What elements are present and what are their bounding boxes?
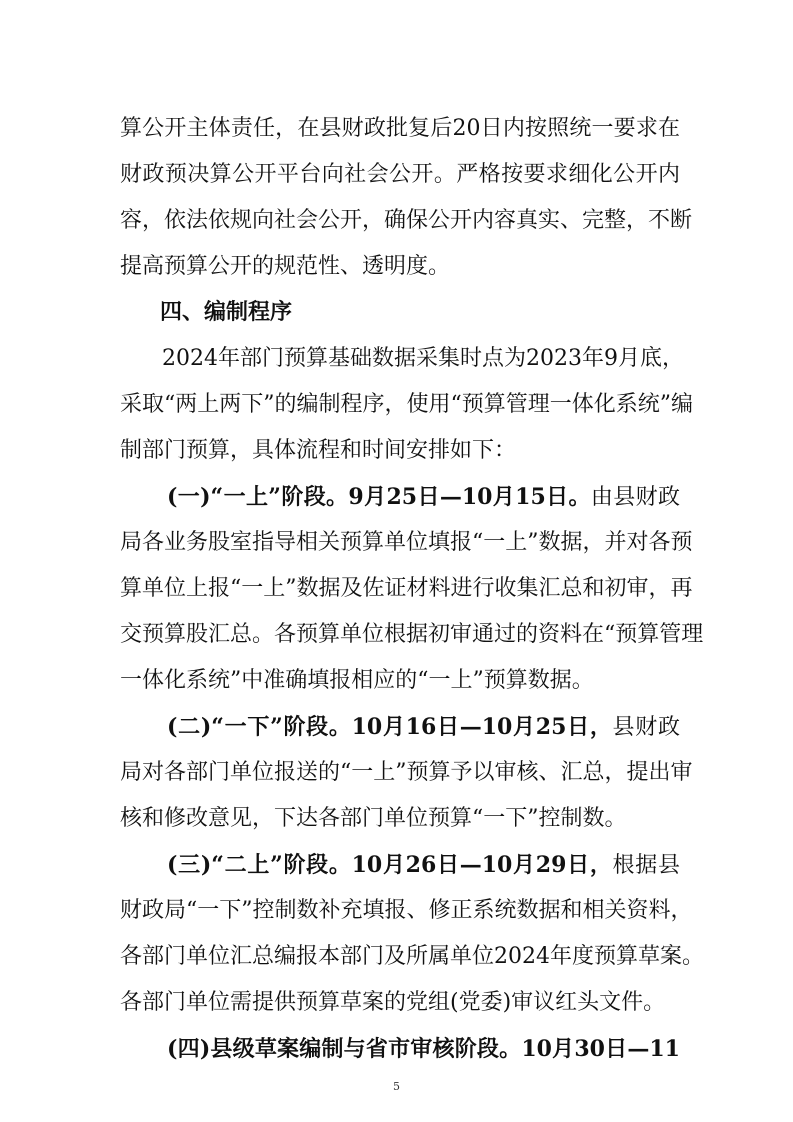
subsection-lead <box>167 712 680 743</box>
text-line: 局对各部门单位报送的“一上”预算予以审核、汇总，提出审 <box>120 760 693 785</box>
text-line: 一体化系统”中准确填报相应的“一上”预算数据。 <box>120 668 594 693</box>
subsection-lead <box>167 1034 680 1065</box>
text-line: 局各业务股室指导相关预算单位填报“一上”数据，并对各预 <box>120 530 693 555</box>
text-line: 算单位上报“一上”数据及佐证材料进行收集汇总和初审，再 <box>120 576 693 601</box>
subsection-lead <box>167 482 680 513</box>
text-line: 各部门单位需提供预算草案的党组(党委)审议红头文件。 <box>120 990 666 1015</box>
text-line: 核和修改意见，下达各部门单位预算“一下”控制数。 <box>120 806 627 831</box>
subsection-lead <box>167 850 680 881</box>
subsection-title: (二)“一下”阶段。10月16日—10月25日， <box>167 714 613 740</box>
text-line: 制部门预算，具体流程和时间安排如下： <box>120 438 517 463</box>
subsection-text: 由县财政 <box>590 485 680 510</box>
text-line: 财政预决算公开平台向社会公开。严格按要求细化公开内 <box>120 162 680 187</box>
subsection-title: (三)“二上”阶段。10月26日—10月29日， <box>167 852 613 878</box>
text-line: 各部门单位汇总编报本部门及所属单位2024年度预算草案。 <box>120 944 704 969</box>
text-line: 财政局“一下”控制数补充填报、修正系统数据和相关资料， <box>120 898 693 923</box>
text-line: 2024年部门预算基础数据采集时点为2023年9月底， <box>162 346 684 371</box>
text-line: 交预算股汇总。各预算单位根据初审通过的资料在“预算管理 <box>120 622 704 647</box>
subsection-title: (一)“一上”阶段。9月25日—10月15日。 <box>167 484 591 510</box>
subsection-title: (四)县级草案编制与省市审核阶段。10月30日—11 <box>167 1036 680 1062</box>
text-line: 算公开主体责任，在县财政批复后20日内按照统一要求在 <box>120 116 680 141</box>
subsection-text: 县财政 <box>612 715 680 740</box>
text-line: 提高预算公开的规范性、透明度。 <box>120 254 451 279</box>
text-line: 容，依法依规向社会公开，确保公开内容真实、完整，不断 <box>120 208 693 233</box>
text-line: 采取“两上两下”的编制程序，使用“预算管理一体化系统”编 <box>120 392 693 417</box>
page-number: 5 <box>393 1080 400 1093</box>
section-heading: 四、编制程序 <box>160 300 293 325</box>
subsection-text: 根据县 <box>612 853 680 878</box>
